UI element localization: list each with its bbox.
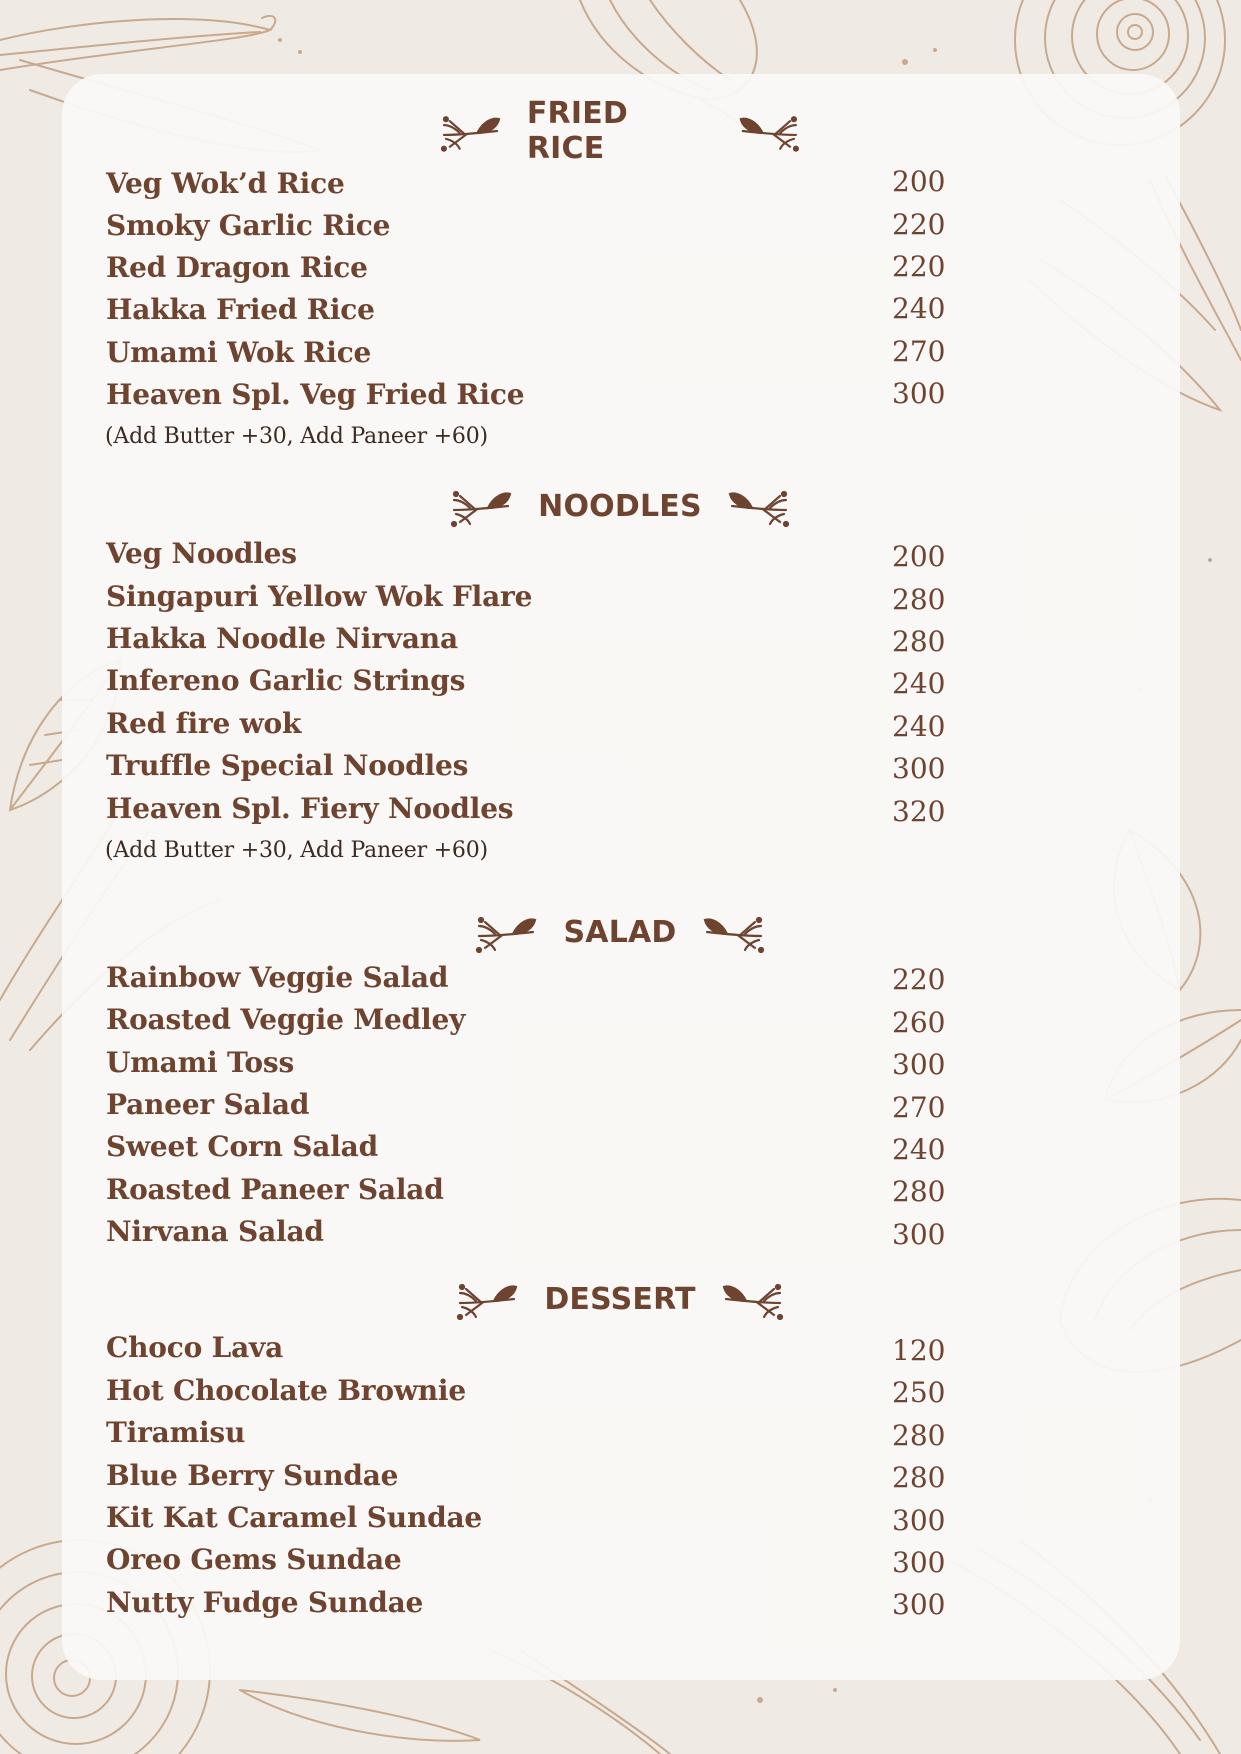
flourish-icon (456, 1277, 526, 1321)
menu-item-name: Veg Noodles (106, 537, 297, 570)
menu-item-name: Nutty Fudge Sundae (106, 1586, 424, 1619)
menu-item-price: 250 (892, 1376, 946, 1409)
menu-item-price: 270 (892, 1091, 946, 1124)
menu-item-name: Truffle Special Noodles (106, 749, 469, 782)
section-title-salad (440, 912, 800, 952)
menu-item-price: 240 (892, 292, 946, 325)
menu-item-name: Sweet Corn Salad (106, 1130, 378, 1163)
menu-item-name: Heaven Spl. Veg Fried Rice (106, 378, 525, 411)
section-title-label: SALAD (563, 914, 677, 950)
menu-item-name: Red fire wok (106, 707, 302, 740)
menu-item-name: Heaven Spl. Fiery Noodles (106, 792, 514, 825)
menu-item-price: 240 (892, 1133, 946, 1166)
menu-item-price: 200 (892, 165, 946, 198)
menu-item-price: 300 (892, 1504, 946, 1537)
menu-item-price: 300 (892, 1546, 946, 1579)
flourish-icon (450, 484, 520, 528)
section-title-noodles (440, 486, 800, 526)
section-title-fried-rice (440, 96, 800, 166)
menu-item-price: 260 (892, 1006, 946, 1039)
menu-item-name: Nirvana Salad (106, 1215, 324, 1248)
menu-item-name: Roasted Paneer Salad (106, 1173, 444, 1206)
section-title-label: FRIED RICE (526, 96, 629, 166)
menu-item-price: 300 (892, 1588, 946, 1621)
menu-item-name: Tiramisu (106, 1416, 246, 1449)
menu-item-name: Kit Kat Caramel Sundae (106, 1501, 483, 1534)
menu-item-price: 300 (892, 377, 946, 410)
flourish-icon (695, 910, 765, 954)
menu-item-price: 220 (892, 250, 946, 283)
addon-note: (Add Butter +30, Add Paneer +60) (105, 838, 488, 863)
addon-note: (Add Butter +30, Add Paneer +60) (105, 424, 488, 449)
menu-item-name: Red Dragon Rice (106, 251, 368, 284)
menu-item-price: 240 (892, 667, 946, 700)
menu-item-name: Oreo Gems Sundae (106, 1543, 402, 1576)
menu-item-name: Smoky Garlic Rice (106, 209, 391, 242)
menu-item-name: Veg Wok’d Rice (106, 167, 345, 200)
menu-item-price: 220 (892, 963, 946, 996)
menu-item-name: Paneer Salad (106, 1088, 310, 1121)
menu-item-price: 280 (892, 1461, 946, 1494)
menu-item-name: Roasted Veggie Medley (106, 1003, 466, 1036)
section-title-label: DESSERT (544, 1281, 696, 1317)
menu-item-price: 240 (892, 710, 946, 743)
menu-item-name: Umami Toss (106, 1046, 295, 1079)
menu-item-price: 320 (892, 795, 946, 828)
menu-item-name: Choco Lava (106, 1331, 284, 1364)
menu-item-price: 280 (892, 625, 946, 658)
menu-item-price: 120 (892, 1334, 946, 1367)
flourish-icon (720, 484, 790, 528)
menu-item-price: 300 (892, 1218, 946, 1251)
menu-item-price: 300 (892, 752, 946, 785)
menu-item-name: Hakka Fried Rice (106, 293, 375, 326)
menu-item-name: Rainbow Veggie Salad (106, 961, 449, 994)
flourish-icon (714, 1277, 784, 1321)
flourish-icon (731, 109, 800, 153)
menu-item-name: Singapuri Yellow Wok Flare (106, 580, 533, 613)
flourish-icon (475, 910, 545, 954)
menu-item-price: 300 (892, 1048, 946, 1081)
menu-item-name: Infereno Garlic Strings (106, 664, 466, 697)
flourish-icon (440, 109, 509, 153)
menu-item-price: 270 (892, 335, 946, 368)
menu-item-price: 280 (892, 1175, 946, 1208)
menu-item-price: 280 (892, 1419, 946, 1452)
menu-item-name: Hot Chocolate Brownie (106, 1374, 466, 1407)
menu-item-price: 280 (892, 583, 946, 616)
menu-item-price: 220 (892, 208, 946, 241)
menu-item-name: Blue Berry Sundae (106, 1459, 399, 1492)
menu-item-price: 200 (892, 540, 946, 573)
section-title-label: NOODLES (538, 488, 702, 524)
menu-item-name: Umami Wok Rice (106, 336, 372, 369)
section-title-dessert (440, 1279, 800, 1319)
menu-item-name: Hakka Noodle Nirvana (106, 622, 458, 655)
